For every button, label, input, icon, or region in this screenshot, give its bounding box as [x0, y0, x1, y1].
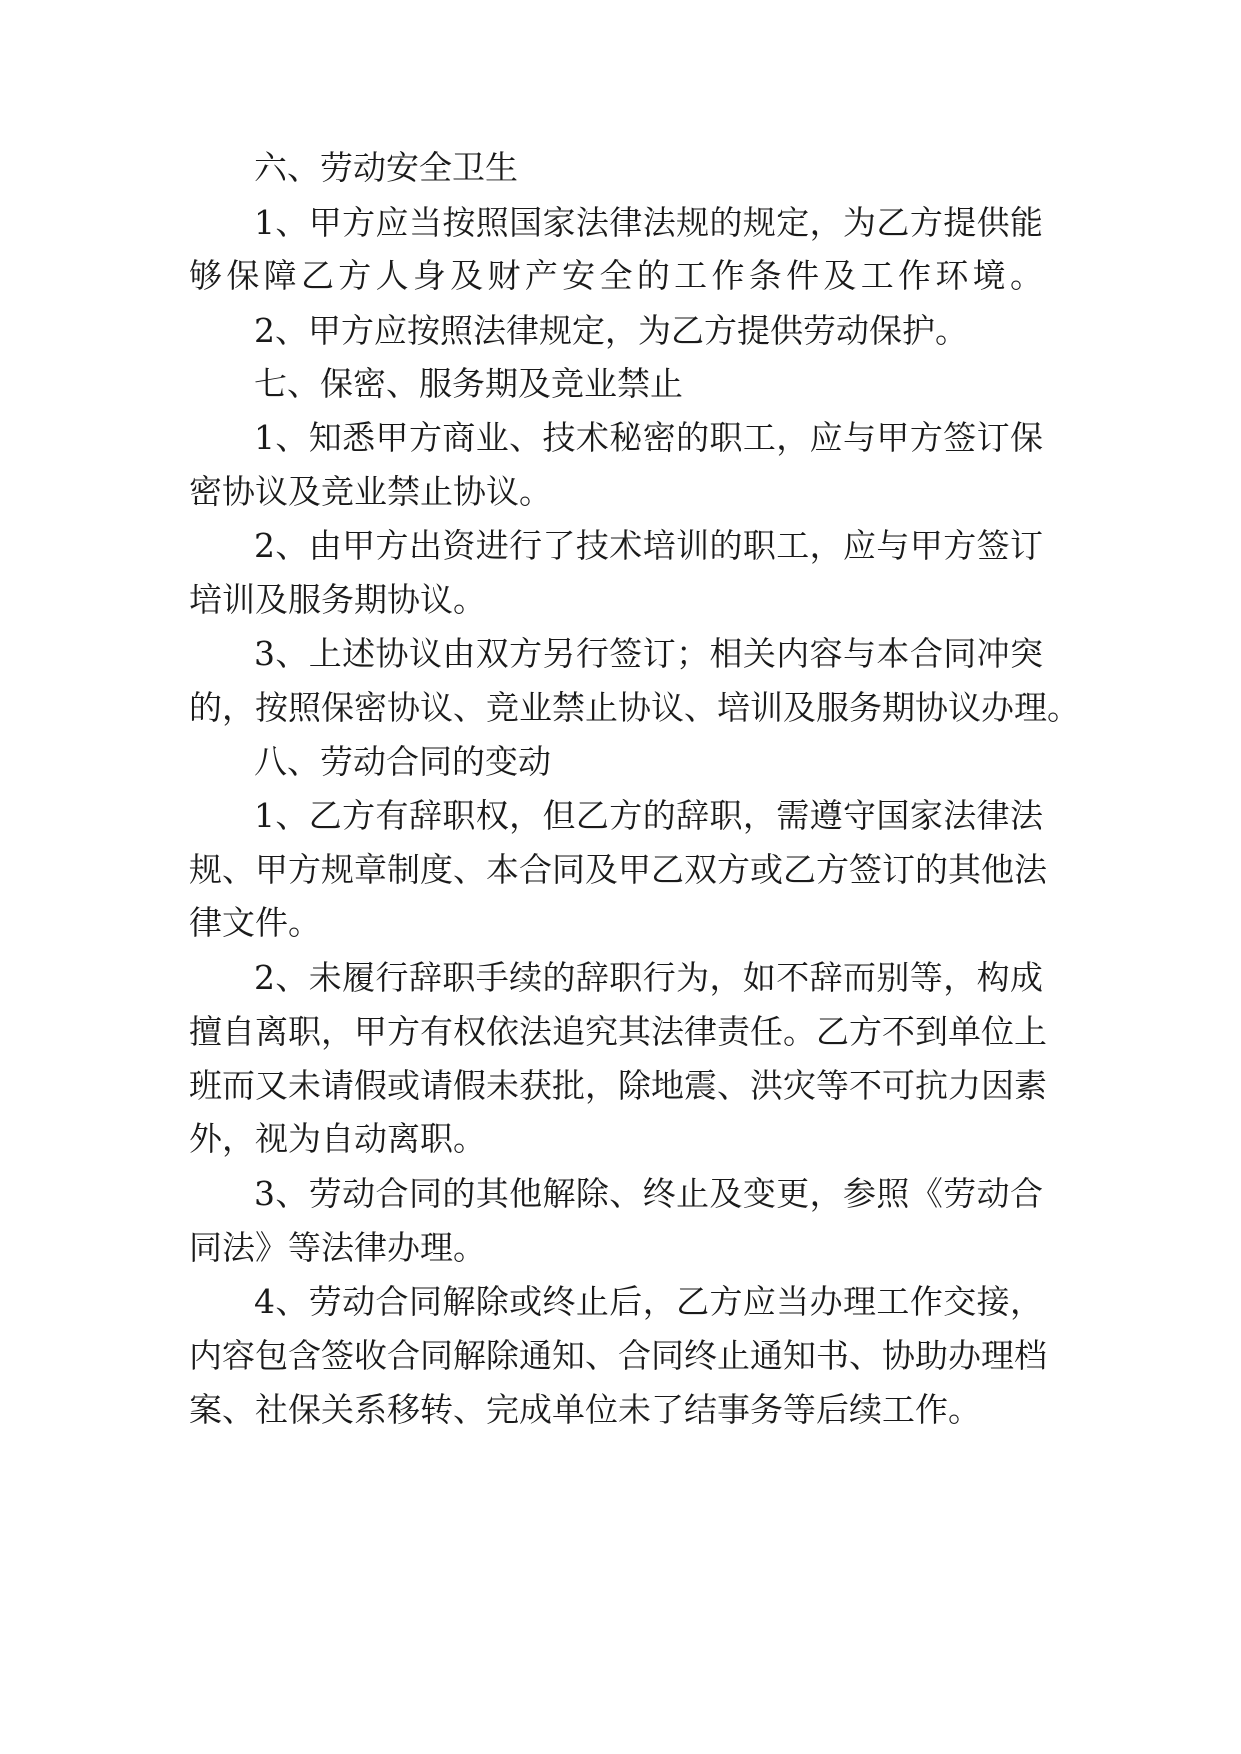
paragraph-line: 的，按照保密协议、竞业禁止协议、培训及服务期协议办理。 [189, 688, 1080, 727]
paragraph-line: 4、劳动合同解除或终止后，乙方应当办理工作交接， [254, 1282, 1043, 1321]
paragraph-line: 培训及服务期协议。 [189, 580, 486, 619]
paragraph-line: 同法》等法律办理。 [189, 1228, 486, 1267]
paragraph-line: 规、甲方规章制度、本合同及甲乙双方或乙方签订的其他法 [189, 850, 1047, 889]
paragraph-line: 3、上述协议由双方另行签订；相关内容与本合同冲突 [254, 634, 1043, 673]
paragraph-line: 2、由甲方出资进行了技术培训的职工，应与甲方签订 [254, 526, 1043, 565]
section-heading-6: 六、劳动安全卫生 [254, 148, 518, 187]
paragraph-line: 2、甲方应按照法律规定，为乙方提供劳动保护。 [254, 311, 968, 350]
section-heading-8: 八、劳动合同的变动 [254, 742, 551, 781]
paragraph-line: 班而又未请假或请假未获批，除地震、洪灾等不可抗力因素 [189, 1066, 1047, 1105]
paragraph-line: 1、乙方有辞职权，但乙方的辞职，需遵守国家法律法 [254, 796, 1043, 835]
paragraph-line: 擅自离职，甲方有权依法追究其法律责任。乙方不到单位上 [189, 1012, 1047, 1051]
paragraph-line: 2、未履行辞职手续的辞职行为，如不辞而别等，构成 [254, 958, 1043, 997]
section-heading-7: 七、保密、服务期及竞业禁止 [254, 364, 683, 403]
paragraph-line: 内容包含签收合同解除通知、合同终止通知书、协助办理档 [189, 1336, 1047, 1375]
paragraph-line: 案、社保关系移转、完成单位未了结事务等后续工作。 [189, 1390, 981, 1429]
paragraph-line: 1、甲方应当按照国家法律法规的规定，为乙方提供能 [254, 203, 1043, 242]
paragraph-line: 外，视为自动离职。 [189, 1119, 486, 1158]
paragraph-line: 密协议及竞业禁止协议。 [189, 472, 552, 511]
paragraph-line: 1、知悉甲方商业、技术秘密的职工，应与甲方签订保 [254, 418, 1043, 457]
paragraph-line: 3、劳动合同的其他解除、终止及变更，参照《劳动合 [254, 1174, 1043, 1213]
paragraph-line: 够保障乙方人身及财产安全的工作条件及工作环境。 [189, 256, 1043, 295]
paragraph-line: 律文件。 [189, 903, 321, 942]
